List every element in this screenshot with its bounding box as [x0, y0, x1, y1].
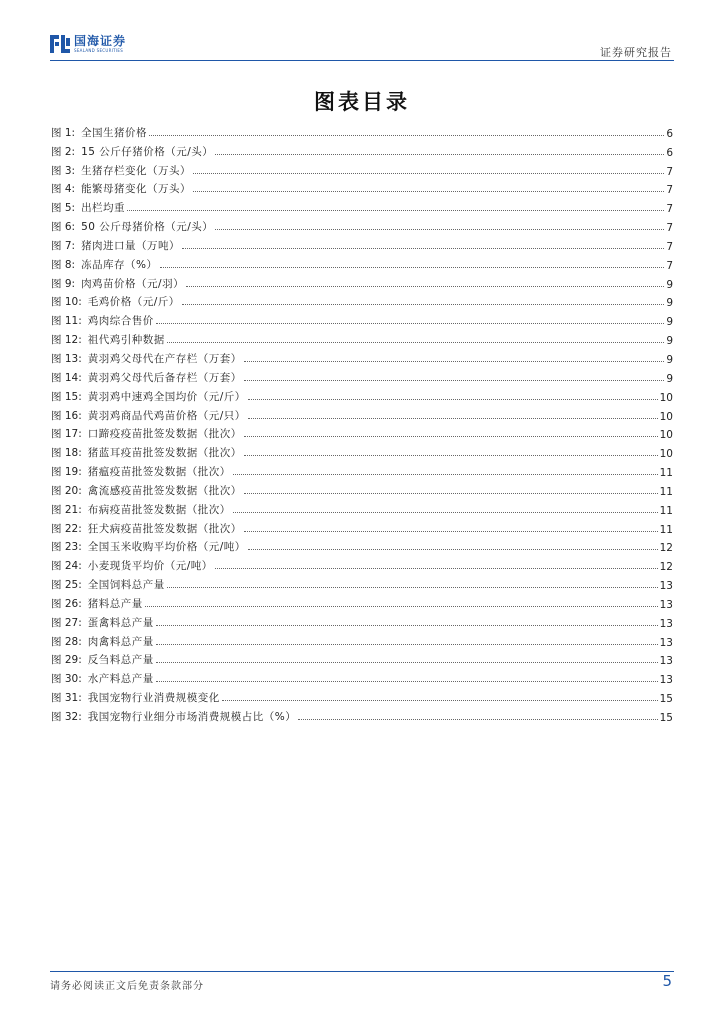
figure-page-number: 9 [666, 372, 673, 385]
figure-number: 图 4: [51, 183, 76, 196]
figure-title: 猪肉进口量（万吨） [81, 239, 181, 252]
toc-entry[interactable] [51, 460, 673, 479]
dot-leader [248, 549, 658, 550]
figure-title: 冻品库存（%） [81, 258, 158, 271]
figure-title: 全国生猪价格 [81, 126, 148, 139]
logo-english-name: SEALAND SECURITIES [74, 48, 124, 53]
figure-number: 图 15: [51, 390, 82, 403]
dot-leader [248, 418, 658, 419]
dot-leader [145, 606, 658, 607]
dot-leader [244, 380, 665, 381]
figure-title: 我国宠物行业消费规模变化 [87, 692, 220, 705]
figure-page-number: 6 [666, 127, 673, 140]
figure-number: 图 10: [51, 296, 82, 309]
dot-leader [244, 361, 665, 362]
figure-title: 黄羽鸡父母代后备存栏（万套） [87, 371, 242, 384]
toc-entry[interactable] [51, 423, 673, 442]
dot-leader [244, 531, 658, 532]
figure-title: 肉鸡苗价格（元/羽） [81, 277, 185, 290]
figure-number: 图 20: [51, 484, 82, 497]
figure-page-number: 10 [659, 429, 673, 442]
header-divider [50, 60, 674, 61]
dot-leader [182, 248, 664, 249]
figure-page-number: 9 [666, 316, 673, 329]
toc-entry[interactable] [51, 573, 673, 592]
toc-entry[interactable] [51, 592, 673, 611]
figure-page-number: 11 [659, 523, 673, 536]
toc-entry[interactable] [51, 140, 673, 159]
figure-title: 口蹄疫疫苗批签发数据（批次） [87, 428, 242, 441]
figure-number: 图 13: [51, 352, 82, 365]
figure-number: 图 28: [51, 635, 82, 648]
figure-title: 肉禽料总产量 [87, 635, 154, 648]
figure-title: 禽流感疫苗批签发数据（批次） [87, 484, 242, 497]
figure-title: 生猪存栏变化（万头） [81, 164, 192, 177]
figure-number: 图 11: [51, 315, 82, 328]
figure-number: 图 21: [51, 503, 82, 516]
figure-title: 15 公斤仔猪价格（元/头） [81, 145, 214, 158]
figure-title: 出栏均重 [81, 202, 126, 215]
toc-entry[interactable] [51, 291, 673, 310]
figure-number: 图 3: [51, 164, 76, 177]
dot-leader [167, 587, 658, 588]
figure-page-number: 7 [666, 240, 673, 253]
figure-title: 毛鸡价格（元/斤） [87, 296, 180, 309]
toc-entry[interactable] [51, 234, 673, 253]
toc-entry[interactable] [51, 272, 673, 291]
figure-title: 全国饲料总产量 [87, 579, 165, 592]
figure-number: 图 17: [51, 428, 82, 441]
toc-entry[interactable] [51, 517, 673, 536]
dot-leader [244, 436, 658, 437]
toc-entry[interactable] [51, 366, 673, 385]
toc-entry[interactable] [51, 536, 673, 555]
page-header [50, 28, 674, 60]
document-type-label: 证券研究报告 [600, 46, 672, 59]
toc-entry[interactable] [51, 404, 673, 423]
figure-number: 图 27: [51, 616, 82, 629]
toc-entry[interactable] [51, 667, 673, 686]
dot-leader [233, 512, 658, 513]
toc-entry[interactable] [51, 705, 673, 724]
figure-page-number: 11 [659, 504, 673, 517]
figure-title: 水产料总产量 [87, 673, 154, 686]
toc-entry[interactable] [51, 309, 673, 328]
dot-leader [186, 286, 664, 287]
figure-number: 图 16: [51, 409, 82, 422]
toc-entry[interactable] [51, 347, 673, 366]
figure-title: 黄羽鸡商品代鸡苗价格（元/只） [87, 409, 246, 422]
figure-number: 图 1: [51, 126, 76, 139]
figure-page-number: 9 [666, 278, 673, 291]
logo-chinese-name: 国海证券 [74, 34, 127, 48]
dot-leader [244, 493, 658, 494]
figure-number: 图 12: [51, 334, 82, 347]
dot-leader [215, 568, 658, 569]
figure-page-number: 13 [659, 580, 673, 593]
dot-leader [156, 625, 658, 626]
toc-entry[interactable] [51, 649, 673, 668]
figure-page-number: 9 [666, 353, 673, 366]
toc-entry[interactable] [51, 328, 673, 347]
figure-page-number: 15 [659, 712, 673, 724]
figure-number: 图 32: [51, 711, 82, 723]
figure-number: 图 24: [51, 560, 82, 573]
sealand-logo-icon [50, 35, 70, 53]
figure-number: 图 14: [51, 371, 82, 384]
figure-page-number: 6 [666, 146, 673, 159]
figure-number: 图 2: [51, 145, 76, 158]
toc-entry[interactable] [51, 554, 673, 573]
figure-page-number: 13 [659, 617, 673, 630]
toc-entry[interactable] [51, 159, 673, 178]
toc-entry[interactable] [51, 611, 673, 630]
figure-number: 图 25: [51, 579, 82, 592]
figure-page-number: 11 [659, 467, 673, 480]
toc-entry[interactable] [51, 498, 673, 517]
dot-leader [222, 700, 658, 701]
dot-leader [298, 719, 657, 720]
figure-number: 图 5: [51, 202, 76, 215]
figure-page-number: 9 [666, 297, 673, 310]
dot-leader [156, 662, 658, 663]
figure-page-number: 9 [666, 335, 673, 348]
toc-entry[interactable] [51, 196, 673, 215]
figure-title: 能繁母猪变化（万头） [81, 183, 192, 196]
figure-number: 图 29: [51, 654, 82, 667]
figure-number: 图 23: [51, 541, 82, 554]
figure-title: 50 公斤母猪价格（元/头） [81, 221, 214, 234]
figure-number: 图 30: [51, 673, 82, 686]
dot-leader [244, 455, 658, 456]
footer-disclaimer: 请务必阅读正文后免责条款部分 [50, 981, 204, 992]
figure-number: 图 19: [51, 466, 82, 479]
figure-title: 全国玉米收购平均价格（元/吨） [87, 541, 246, 554]
figure-page-number: 13 [659, 655, 673, 668]
dot-leader [160, 267, 665, 268]
figure-title: 猪瘟疫苗批签发数据（批次） [87, 466, 231, 479]
figure-title: 猪蓝耳疫苗批签发数据（批次） [87, 447, 242, 460]
toc-entry[interactable] [51, 178, 673, 197]
figure-page-number: 13 [659, 598, 673, 611]
dot-leader [182, 304, 665, 305]
figure-title: 小麦现货平均价（元/吨） [87, 560, 213, 573]
figure-page-number: 7 [666, 222, 673, 235]
figure-page-number: 11 [659, 485, 673, 498]
toc-entry[interactable] [51, 686, 673, 705]
dot-leader [215, 229, 664, 230]
company-logo [50, 32, 126, 56]
figure-page-number: 12 [659, 542, 673, 555]
dot-leader [156, 644, 658, 645]
figure-page-number: 13 [659, 674, 673, 687]
dot-leader [193, 173, 664, 174]
figure-number: 图 31: [51, 692, 82, 705]
toc-entry[interactable] [51, 385, 673, 404]
figure-title: 狂犬病疫苗批签发数据（批次） [87, 522, 242, 535]
dot-leader [149, 135, 664, 136]
dot-leader [156, 323, 665, 324]
page-number: 5 [662, 972, 672, 990]
figure-number: 图 26: [51, 597, 82, 610]
figure-title: 黄羽鸡父母代在产存栏（万套） [87, 352, 242, 365]
figure-page-number: 7 [666, 259, 673, 272]
toc-entry[interactable] [51, 121, 673, 140]
toc-entry[interactable] [51, 441, 673, 460]
figure-title: 猪料总产量 [87, 597, 143, 610]
figure-number: 图 22: [51, 522, 82, 535]
toc-entry[interactable] [51, 253, 673, 272]
figure-page-number: 12 [659, 561, 673, 574]
dot-leader [127, 210, 664, 211]
figure-page-number: 10 [659, 448, 673, 461]
figure-page-number: 13 [659, 636, 673, 649]
figure-title: 鸡肉综合售价 [87, 315, 154, 328]
dot-leader [167, 342, 665, 343]
dot-leader [215, 154, 664, 155]
toc-entry[interactable] [51, 630, 673, 649]
figure-title: 布病疫苗批签发数据（批次） [87, 503, 231, 516]
footer-divider [50, 971, 674, 972]
figure-title: 黄羽鸡中速鸡全国均价（元/斤） [87, 390, 246, 403]
figure-title: 蛋禽料总产量 [87, 616, 154, 629]
figure-number: 图 18: [51, 447, 82, 460]
figure-page-number: 7 [666, 184, 673, 197]
figure-page-number: 7 [666, 165, 673, 178]
figure-number: 图 7: [51, 239, 76, 252]
figure-number: 图 8: [51, 258, 76, 271]
page-title: 图表目录 [314, 90, 410, 114]
figure-list [51, 121, 673, 724]
figure-title: 祖代鸡引种数据 [87, 334, 165, 347]
figure-page-number: 10 [659, 391, 673, 404]
figure-page-number: 15 [659, 693, 673, 706]
figure-page-number: 7 [666, 203, 673, 216]
toc-entry[interactable] [51, 215, 673, 234]
figure-number: 图 6: [51, 221, 76, 234]
toc-entry[interactable] [51, 479, 673, 498]
dot-leader [248, 399, 658, 400]
figure-number: 图 9: [51, 277, 76, 290]
figure-page-number: 10 [659, 410, 673, 423]
dot-leader [193, 191, 664, 192]
dot-leader [233, 474, 658, 475]
figure-title: 我国宠物行业细分市场消费规模占比（%） [87, 711, 297, 723]
figure-title: 反刍料总产量 [87, 654, 154, 667]
dot-leader [156, 681, 658, 682]
